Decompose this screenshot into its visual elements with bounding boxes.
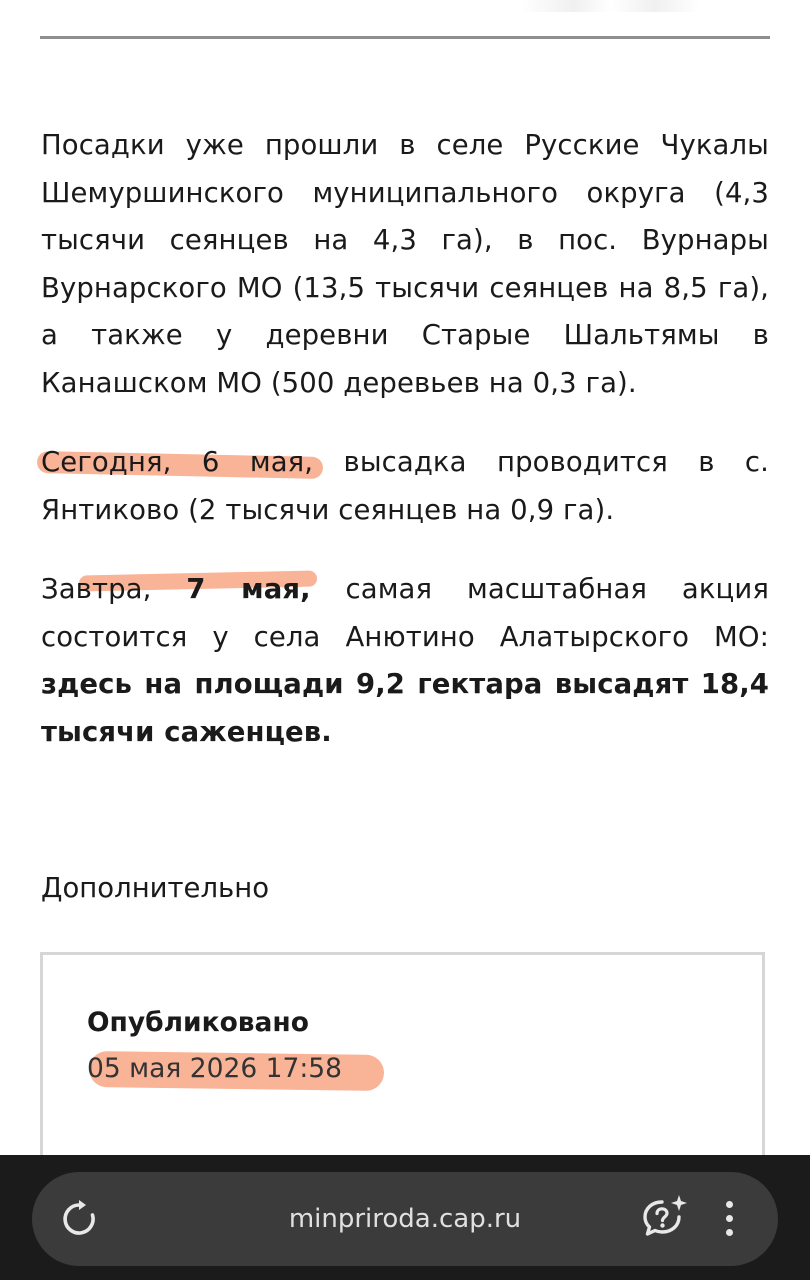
paragraph-tomorrow-text: самая масштабная акция состоится у села Анютино Алатырского МО: [41,573,769,653]
highlight-today: Сегодня, 6 мая, [41,446,314,478]
paragraph-plantings-done: Посадки уже прошли в селе Русские Чукалы Шемуршинского муниципального округа (4,3 тысячи сеянцев на 4,3 га), в пос. Вурнары Вурнарского МО (13,5 тысячи сеянцев на 8,5 га), а также у деревни Старые Шальтямы в Канашском МО (500 деревьев на 0,3 га). [41,129,769,399]
published-title: Опубликовано [87,1007,309,1038]
tomorrow-date: 7 мая, [186,573,311,605]
browser-bottom-bar [0,1155,810,1280]
tomorrow-word: Завтра, [41,573,187,605]
paragraph-today [41,439,769,534]
address-bar[interactable] [32,1172,778,1266]
paragraph-today-text: высадка проводится в с. Янтиково (2 тысячи сеянцев на 0,9 га). [41,446,769,526]
published-date: 05 мая 2026 17:58 [87,1051,342,1087]
more-vertical-icon-dot [726,1215,733,1222]
more-vertical-icon-dot [726,1229,733,1236]
highlight-tomorrow [41,573,311,605]
paragraph-tomorrow-bold: здесь на площади 9,2 гектара высадят 18,4 тысячи саженцев. [41,668,769,748]
top-shadow [520,0,700,12]
paragraph-tomorrow [41,566,769,756]
additional-label: Дополнительно [41,872,270,904]
url-text[interactable]: minpriroda.cap.ru [288,1204,522,1234]
more-vertical-icon [726,1201,733,1208]
more-menu-button[interactable] [714,1192,744,1244]
article-body [41,122,769,756]
assistant-button[interactable] [638,1192,690,1244]
assistant-icon [638,1192,690,1244]
top-divider [40,36,770,39]
